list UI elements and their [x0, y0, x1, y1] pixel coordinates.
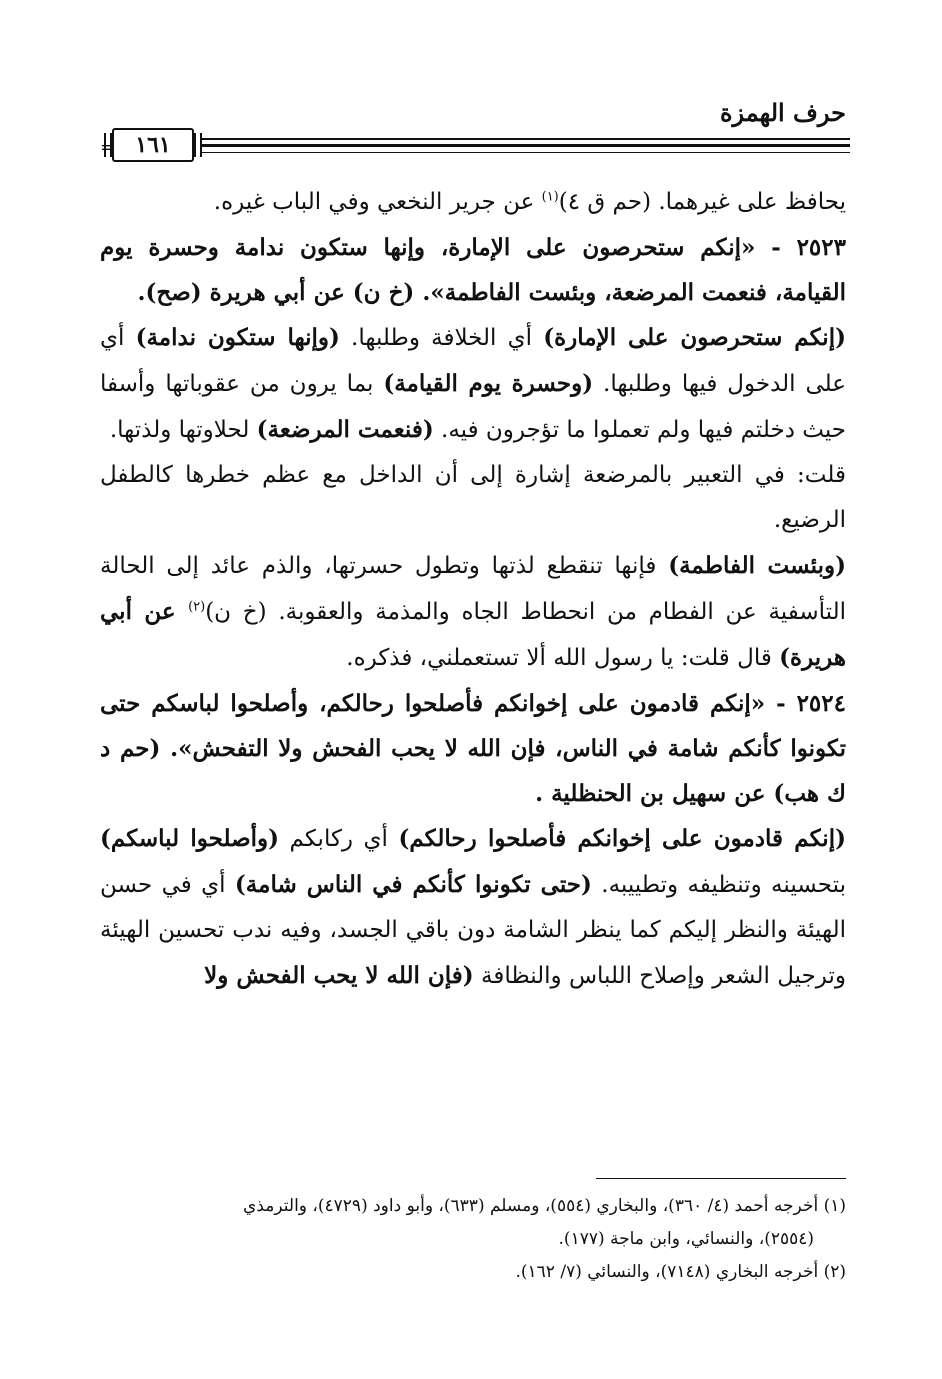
text-run: أي الخلافة وطلبها.: [339, 325, 544, 351]
text-run: بما يرون من عقوباتها وأسفا حيث دخلتم فيها ولم تعملوا ما تؤجرون فيه.: [100, 371, 846, 443]
text-run: أي على الدخول فيها وطلبها.: [100, 325, 846, 397]
rule-line: [200, 152, 850, 153]
rule-line: [200, 138, 850, 140]
quoted-phrase: (إنكم قادمون على إخوانكم فأصلحوا رحالكم): [398, 825, 846, 852]
running-title: حرف الهمزة: [719, 98, 846, 127]
text-run: لحلاوتها ولذتها.: [109, 417, 257, 443]
quoted-phrase: (وأصلحوا لباسكم): [100, 825, 279, 852]
text-run: يحافظ على غيرهما. (حم ق ٤): [558, 189, 846, 215]
edge-mark: =: [100, 137, 116, 158]
commentary-2523-b: قلت: في التعبير بالمرضعة إشارة إلى أن الداخل مع عظم خطرها كالطفل الرضيع.: [100, 462, 846, 533]
page-number: ١٦١: [112, 128, 194, 162]
text-run: بتحسينه وتنظيفه وتطييبه.: [591, 872, 846, 898]
paragraph-continuation: [100, 180, 846, 225]
footnotes: [100, 1190, 846, 1289]
commentary-2523-c: [100, 543, 846, 681]
quoted-phrase: (وإنها ستكون ندامة): [135, 324, 340, 351]
quoted-phrase: (إنكم ستحرصون على الإمارة): [543, 324, 846, 351]
text-run: أي ركابكم: [279, 826, 399, 852]
commentary-2524: [100, 816, 846, 999]
text-run: فإنها تنقطع لذتها وتطول حسرتها، والذم عائد إلى الحالة التأسفية عن الفطام من انحطاط الجاه والمذمة والعقوبة. (خ ن): [100, 553, 846, 625]
text-run: أي في حسن الهيئة والنظر إليكم كما ينظر الشامة دون باقي الجسد، وفيه ندب تحسين الهيئة وترجيل الشعر وإصلاح اللباس والنظافة: [100, 872, 846, 989]
footnote-1-continuation: (٢٥٥٤)، والنسائي، وابن ماجة (١٧٧).: [558, 1229, 814, 1249]
footnote-separator: [596, 1178, 846, 1179]
footnote-ref: (٢): [188, 599, 206, 615]
quoted-phrase: عن أبي هريرة): [100, 598, 846, 671]
text-run: قال قلت: يا رسول الله ألا تستعملني، فذكره.: [346, 645, 780, 671]
quoted-phrase: (وبئست الفاطمة): [668, 552, 846, 579]
quoted-phrase: (وحسرة يوم القيامة): [383, 370, 594, 397]
quoted-phrase: (فنعمت المرضعة): [256, 416, 434, 443]
quoted-phrase: (حتى تكونوا كأنكم في الناس شامة): [234, 871, 592, 898]
quoted-phrase: (فإن الله لا يحب الفحش ولا: [204, 962, 474, 989]
main-text: [100, 180, 846, 999]
header-rule: [100, 128, 850, 162]
hadith-2524: ٢٥٢٤ - «إنكم قادمون على إخوانكم فأصلحوا رحالكم، وأصلحوا لباسكم حتى تكونوا كأنكم شامة في الناس، فإن الله لا يحب الفحش ولا التفحش». (حم د ك هب) عن سهيل بن الحنظلية .: [100, 690, 846, 807]
rule-line: [200, 144, 850, 147]
footnote-ref: (١): [541, 189, 559, 205]
footnote-2: (٢) أخرجه البخاري (٧١٤٨)، والنسائي (٧/ ١٦٢).: [515, 1262, 846, 1282]
footnote-1: (١) أخرجه أحمد (٤/ ٣٦٠)، والبخاري (٥٥٤)، ومسلم (٦٣٣)، وأبو داود (٤٧٢٩)، والترمذي: [243, 1196, 846, 1216]
text-run: عن جرير النخعي وفي الباب غيره.: [213, 189, 542, 215]
hadith-2523: ٢٥٢٣ - «إنكم ستحرصون على الإمارة، وإنها ستكون ندامة وحسرة يوم القيامة، فنعمت المرضعة، وبئست الفاطمة». (خ ن) عن أبي هريرة (صح).: [100, 234, 846, 306]
commentary-2523-a: [100, 315, 846, 453]
